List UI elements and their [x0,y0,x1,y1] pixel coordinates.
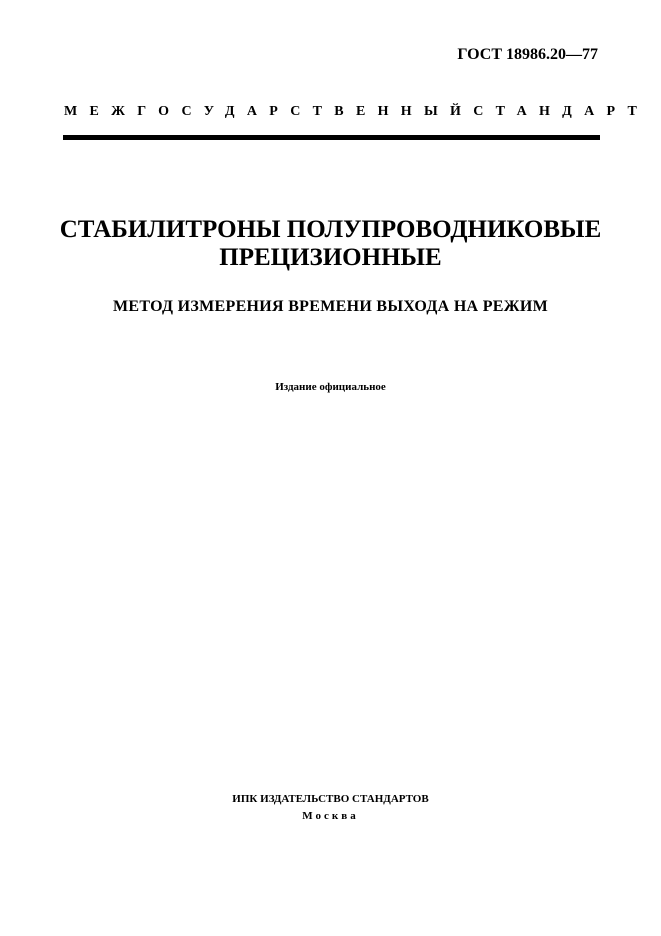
category-word-interstate: МЕЖГОСУДАРСТВЕННЫЙ [64,104,474,119]
edition-note: Издание официальное [275,381,386,393]
standard-category [64,104,650,120]
standard-number: ГОСТ 18986.20—77 [457,46,598,63]
document-title [40,216,621,272]
category-word-standard: СТАНДАРТ [473,104,650,119]
title-line-2: ПРЕЦИЗИОННЫЕ [219,244,442,271]
publisher-city: Москва [302,810,359,822]
publisher-name: ИПК ИЗДАТЕЛЬСТВО СТАНДАРТОВ [232,793,429,805]
header-divider [63,135,600,140]
document-subtitle: МЕТОД ИЗМЕРЕНИЯ ВРЕМЕНИ ВЫХОДА НА РЕЖИМ [112,298,549,315]
title-line-1: СТАБИЛИТРОНЫ ПОЛУПРОВОДНИКОВЫЕ [59,216,602,243]
